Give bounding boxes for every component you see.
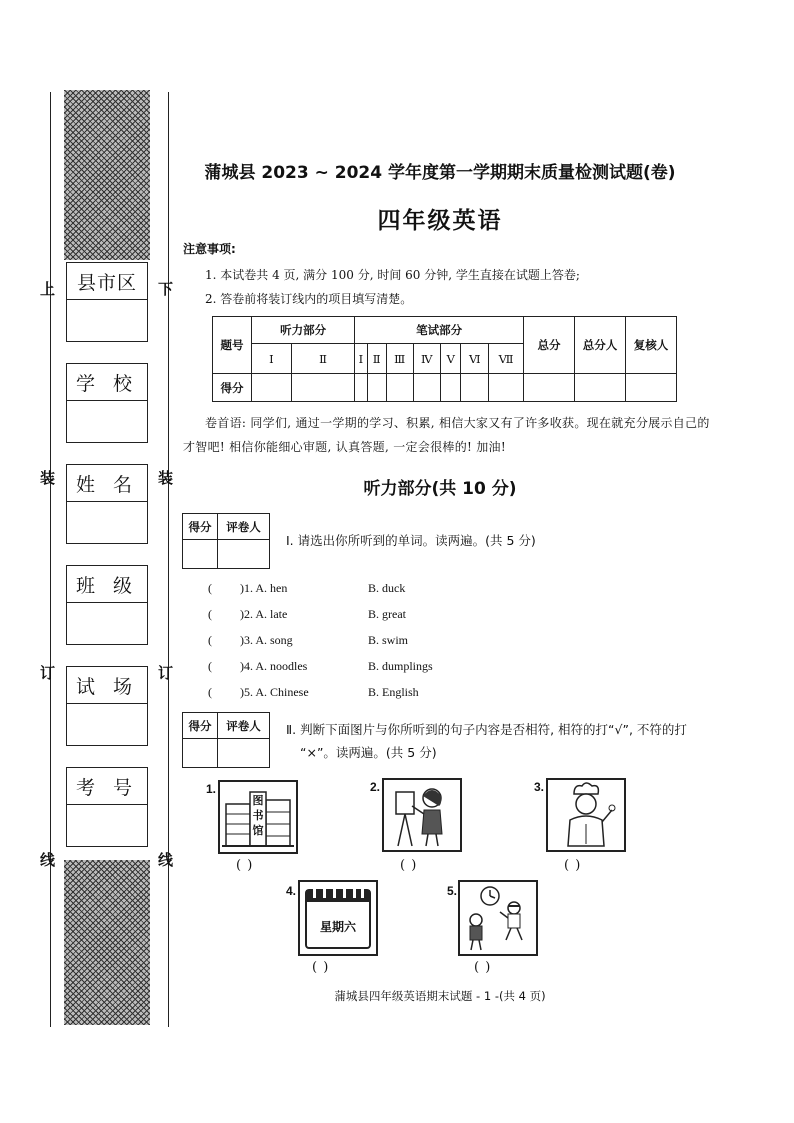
- score-cell-scorer[interactable]: [575, 374, 626, 402]
- grading-box-part2: [182, 712, 270, 768]
- score-cell[interactable]: [489, 374, 524, 402]
- option-b: B. English: [368, 685, 419, 699]
- field-county: [66, 262, 148, 342]
- option-b: B. great: [368, 607, 406, 621]
- picture-number: 3.: [534, 780, 545, 794]
- header-scorer: 总分人: [575, 317, 626, 374]
- field-class: [66, 565, 148, 645]
- part2-heading: “×”。读两遍。(共 5 分): [300, 745, 437, 760]
- field-input-exam-number[interactable]: [67, 805, 147, 845]
- grading-label-grader: 评卷人: [218, 713, 270, 739]
- picture-number: 1.: [206, 782, 217, 796]
- grading-label-grader: 评卷人: [218, 514, 270, 540]
- listening-section-title: 听力部分(共 10 分): [363, 479, 517, 499]
- painter-icon: [384, 780, 460, 850]
- field-school: [66, 363, 148, 443]
- field-input-county[interactable]: [67, 300, 147, 340]
- binding-char-left: 上: [40, 280, 56, 298]
- part-number: Ⅰ: [355, 344, 367, 374]
- field-name: [66, 464, 148, 544]
- chef-icon: [548, 780, 624, 850]
- field-label: 学 校: [67, 364, 147, 401]
- field-input-school[interactable]: [67, 401, 147, 441]
- option-a: )4. A. noodles: [240, 659, 308, 673]
- part1-heading: Ⅰ. 请选出你所听到的单词。读两遍。(共 5 分): [286, 533, 536, 548]
- calendar-label: 星期六: [319, 920, 356, 934]
- field-input-exam-room[interactable]: [67, 704, 147, 744]
- preface-line: 卷首语: 同学们, 通过一学期的学习、积累, 相信大家又有了许多收获。现在就充分展示自己的: [205, 416, 710, 430]
- field-label: 考 号: [67, 768, 147, 805]
- picture-number: 4.: [286, 884, 297, 898]
- binding-char-right: 订: [158, 664, 174, 682]
- option-a: )2. A. late: [240, 607, 288, 621]
- field-exam-number: [66, 767, 148, 847]
- field-exam-room: [66, 666, 148, 746]
- grading-label-score: 得分: [183, 713, 218, 739]
- score-cell[interactable]: [440, 374, 460, 402]
- answer-paren[interactable]: (: [208, 607, 212, 621]
- header-total: 总分: [524, 317, 575, 374]
- score-cell[interactable]: [413, 374, 440, 402]
- part2-heading: Ⅱ. 判断下面图片与你所听到的句子内容是否相符, 相符的打“√”, 不符的打: [286, 722, 687, 737]
- picture-painter: [382, 778, 462, 852]
- page-footer: 蒲城县四年级英语期末试题 - 1 -(共 4 页): [334, 989, 546, 1003]
- hatch-pattern-bottom: [64, 860, 150, 1025]
- notice-item: 2. 答卷前将装订线内的项目填写清楚。: [205, 292, 413, 306]
- answer-paren[interactable]: (: [208, 581, 212, 595]
- header-listening: 听力部分: [252, 317, 355, 344]
- binding-char-right: 线: [158, 851, 174, 869]
- part-number: Ⅴ: [440, 344, 460, 374]
- answer-paren[interactable]: ( ): [312, 960, 330, 975]
- part-number: Ⅰ: [252, 344, 292, 374]
- exam-subtitle: 四年级英语: [377, 208, 503, 234]
- picture-clock-kids: [458, 880, 538, 956]
- score-cell-reviewer[interactable]: [626, 374, 677, 402]
- label-question-number: 题号: [213, 317, 252, 374]
- score-cell[interactable]: [252, 374, 292, 402]
- notice-heading: 注意事项:: [183, 242, 236, 256]
- part-number: Ⅲ: [386, 344, 413, 374]
- binding-char-right: 装: [158, 469, 174, 487]
- clock-kids-icon: [460, 882, 536, 954]
- part-number: Ⅳ: [413, 344, 440, 374]
- hatch-pattern-top: [64, 90, 150, 260]
- picture-chef: [546, 778, 626, 852]
- part-number: Ⅱ: [291, 344, 354, 374]
- binding-char-right: 下: [158, 280, 174, 298]
- option-a: )3. A. song: [240, 633, 293, 647]
- header-reviewer: 复核人: [626, 317, 677, 374]
- grading-cell[interactable]: [218, 739, 270, 768]
- field-label: 班 级: [67, 566, 147, 603]
- picture-library: [218, 780, 298, 854]
- answer-paren[interactable]: ( ): [564, 858, 582, 873]
- score-cell[interactable]: [461, 374, 489, 402]
- binding-line-left: [50, 92, 51, 1027]
- field-label: 试 场: [67, 667, 147, 704]
- option-a: )1. A. hen: [240, 581, 288, 595]
- grading-box-part1: [182, 513, 270, 569]
- picture-calendar: [298, 880, 378, 956]
- score-cell-total[interactable]: [524, 374, 575, 402]
- answer-paren[interactable]: (: [208, 659, 212, 673]
- field-label: 县市区: [67, 263, 147, 300]
- part-number: Ⅶ: [489, 344, 524, 374]
- library-sign: 图书馆: [252, 794, 264, 837]
- grading-cell[interactable]: [183, 739, 218, 768]
- grading-cell[interactable]: [183, 540, 218, 569]
- binding-line-right: [168, 92, 169, 1027]
- exam-title: 蒲城县 2023 ~ 2024 学年度第一学期期末质量检测试题(卷): [204, 163, 676, 183]
- answer-paren[interactable]: ( ): [400, 858, 418, 873]
- score-cell[interactable]: [386, 374, 413, 402]
- field-input-name[interactable]: [67, 502, 147, 542]
- grading-cell[interactable]: [218, 540, 270, 569]
- field-label: 姓 名: [67, 465, 147, 502]
- field-input-class[interactable]: [67, 603, 147, 643]
- binding-char-left: 线: [40, 851, 56, 869]
- part-number: Ⅱ: [367, 344, 386, 374]
- score-cell[interactable]: [291, 374, 354, 402]
- answer-paren[interactable]: ( ): [474, 960, 492, 975]
- answer-paren[interactable]: (: [208, 633, 212, 647]
- answer-paren[interactable]: ( ): [236, 858, 254, 873]
- option-b: B. swim: [368, 633, 409, 647]
- binding-char-left: 订: [40, 664, 56, 682]
- answer-paren[interactable]: (: [208, 685, 212, 699]
- score-cell[interactable]: [355, 374, 367, 402]
- label-score: 得分: [213, 374, 252, 402]
- grading-label-score: 得分: [183, 514, 218, 540]
- binding-char-left: 装: [40, 469, 56, 487]
- header-written: 笔试部分: [355, 317, 524, 344]
- option-b: B. dumplings: [368, 659, 433, 673]
- part-number: Ⅵ: [461, 344, 489, 374]
- preface-line: 才智吧! 相信你能细心审题, 认真答题, 一定会很棒的! 加油!: [183, 440, 506, 454]
- picture-number: 2.: [370, 780, 381, 794]
- notice-item: 1. 本试卷共 4 页, 满分 100 分, 时间 60 分钟, 学生直接在试题上答卷;: [205, 268, 580, 282]
- picture-number: 5.: [447, 884, 458, 898]
- score-cell[interactable]: [367, 374, 386, 402]
- option-a: )5. A. Chinese: [240, 685, 309, 699]
- option-b: B. duck: [368, 581, 406, 595]
- score-table: [212, 316, 677, 402]
